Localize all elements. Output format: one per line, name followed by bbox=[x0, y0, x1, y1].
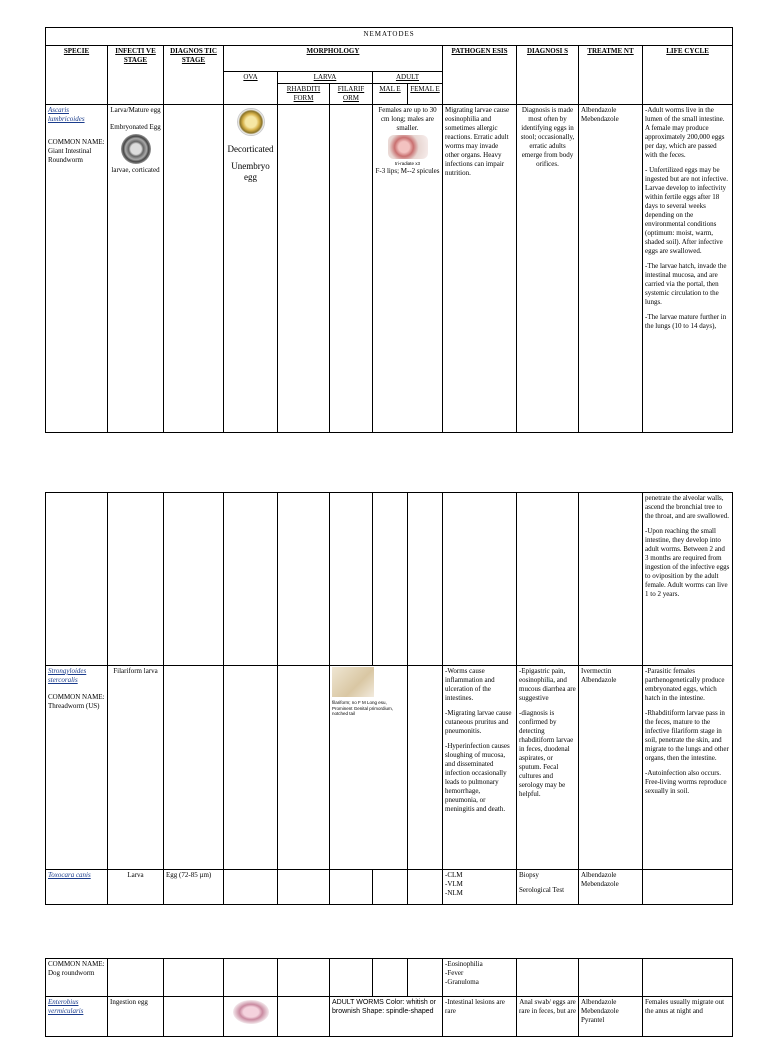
nematodes-table-page1 bbox=[45, 27, 733, 433]
header-treatment: TREATME NT bbox=[579, 46, 643, 105]
species-name: Strongyloides stercoralis bbox=[48, 667, 87, 684]
species-name: Toxocara canis bbox=[46, 870, 108, 905]
header-larva: LARVA bbox=[278, 72, 373, 84]
adult-description: Females are up to 30 cm long; males are smaller. bbox=[378, 106, 437, 132]
pathogenesis: -Intestinal lesions are rare bbox=[443, 997, 517, 1037]
common-name: COMMON NAME: Giant Intestinal Roundworm bbox=[48, 138, 105, 164]
ova-unembryo: Unembryo egg bbox=[231, 161, 270, 182]
pathogenesis: -Eosinophilia -Fever -Granuloma bbox=[443, 959, 517, 997]
header-specie: SPECIE bbox=[46, 46, 108, 105]
diagnostic-stage: Egg (72-85 µm) bbox=[164, 870, 224, 905]
common-name: COMMON NAME: Dog roundworm bbox=[46, 959, 108, 997]
header-diagnostic-stage: DIAGNOS TIC STAGE bbox=[164, 46, 224, 105]
pathogenesis-2: -Migrating larvae cause cutaneous pruritus and pneumonitis. bbox=[445, 709, 512, 735]
treatment: Ivermectin Albendazole bbox=[579, 666, 643, 870]
pathogenesis: Migrating larvae cause eosinophilia and sometimes allergic reactions. Erratic adult worms may invade other organs. Heavy infections can impair nutrition. bbox=[443, 105, 517, 433]
infective-stage: Filariform larva bbox=[108, 666, 164, 870]
life-cycle-4: -The larvae mature further in the lungs (10 to 14 days), bbox=[645, 313, 727, 330]
life-cycle-2: - Unfertilized eggs may be ingested but are not infective. Larvae develop to infectivity within fertile eggs after 18 days to several weeks depending on the environmental conditions (optimum: moist, warm, shaded soil). After infective eggs are swallowed. bbox=[645, 166, 728, 255]
diagnosis: Diagnosis is made most often by identifying eggs in stool; occasionally, erratic adults emerge from body orifices. bbox=[517, 105, 579, 433]
treatment: Albendazole Mebendazole Pyrantel bbox=[579, 997, 643, 1037]
enterobius-egg-image bbox=[233, 1000, 269, 1024]
header-female: FEMAL E bbox=[408, 84, 443, 105]
nematodes-table-page3 bbox=[45, 958, 733, 1037]
page-title: NEMATODES bbox=[46, 28, 733, 46]
life-cycle-1: -Adult worms live in the lumen of the small intestine. A female may produce approximately 200,000 eggs per day, which are passed with the feces. bbox=[645, 106, 725, 159]
adult-worms-caption: ADULT WORMS Color: whitish or brownish Shape: spindle-shaped bbox=[330, 997, 443, 1037]
table-row-toxocara-continued bbox=[46, 959, 733, 997]
diagnosis-1: -Epigastric pain, eosinophilia, and mucous diarrhea are suggestive bbox=[519, 667, 576, 702]
pathogenesis: -CLM -VLM -NLM bbox=[443, 870, 517, 905]
table-row-strongyloides bbox=[46, 666, 733, 870]
filariform-caption: filariform; no F M Long esu, Prominent Genital primordium, notched tail bbox=[332, 700, 394, 716]
life-cycle-cont-2: -Upon reaching the small intestine, they develop into adult worms. Between 2 and 3 months are required from ingestion of the infective eggs to oviposition by the adult female. Adult worms can live 1 to 2 years. bbox=[645, 527, 730, 598]
treatment: Albendazole Mebendazole bbox=[579, 105, 643, 433]
life-cycle-cont-1: penetrate the alveolar walls, ascend the bronchial tree to the throat, and are swallowed. bbox=[645, 494, 729, 520]
pathogenesis-1: -Worms cause inflammation and ulceration of the intestines. bbox=[445, 667, 495, 702]
table-row-enterobius bbox=[46, 997, 733, 1037]
infective-stage: Larva/Mature egg bbox=[110, 106, 161, 114]
infective-stage: Ingestion egg bbox=[108, 997, 164, 1037]
embryonated-egg-image bbox=[121, 134, 151, 164]
infective-caption: larvae, corticated bbox=[111, 166, 160, 174]
life-cycle-1: -Parasitic females parthenogenetically produce embryonated eggs, which hatch in the intestine. bbox=[645, 667, 725, 702]
lips-caption-2: F-3 lips; M--2 spicules bbox=[375, 166, 440, 175]
diagnosis: Anal swab/ eggs are rare in feces, but are bbox=[517, 997, 579, 1037]
header-life-cycle: LIFE CYCLE bbox=[643, 46, 733, 105]
table-row-ascaris-continued bbox=[46, 493, 733, 666]
species-name: Ascaris lumbricoides bbox=[48, 106, 85, 123]
header-filariform: FILARIF ORM bbox=[330, 84, 373, 105]
lips-caption: tri-radiate x3 bbox=[394, 161, 420, 166]
table-row-ascaris bbox=[46, 105, 733, 433]
table-row-toxocara bbox=[46, 870, 733, 905]
life-cycle: Females usually migrate out the anus at night and bbox=[643, 997, 733, 1037]
header-pathogenesis: PATHOGEN ESIS bbox=[443, 46, 517, 105]
header-ova: OVA bbox=[224, 72, 278, 105]
header-adult: ADULT bbox=[373, 72, 443, 84]
adult-lips-image bbox=[388, 135, 428, 159]
filariform-larva-image bbox=[332, 667, 374, 697]
diagnosis-2: Serological Test bbox=[519, 886, 565, 894]
header-male: MAL E bbox=[373, 84, 408, 105]
infective-stage-2: Embryonated Egg bbox=[110, 123, 161, 131]
nematodes-table-page2 bbox=[45, 492, 733, 905]
pathogenesis-3: -Hyperinfection causes sloughing of mucosa, and disseminated infection occasionally leads to pulmonary hemorrhage, pneumonia, or meningitis and death. bbox=[445, 742, 510, 813]
species-name: Enterobius vermicularis bbox=[46, 997, 108, 1037]
life-cycle-3: -Autoinfection also occurs. Free-living worms reproduce sexually in soil. bbox=[645, 769, 727, 795]
decorticated-egg-image bbox=[237, 108, 265, 136]
life-cycle-2: -Rhabditiform larvae pass in the feces, mature to the infective filariform stage in soil, penetrate the skin, and migrate to the lungs and other organs, then the intestine. bbox=[645, 709, 729, 762]
ova-decorticated: Decorticated bbox=[227, 144, 274, 154]
treatment: Albendazole Mebendazole bbox=[579, 870, 643, 905]
life-cycle-3: -The larvae hatch, invade the intestinal mucosa, and are carried via the portal, then systemic circulation to the lungs. bbox=[645, 262, 727, 306]
header-infective-stage: INFECTI VE STAGE bbox=[108, 46, 164, 105]
header-diagnosis: DIAGNOSI S bbox=[517, 46, 579, 105]
diagnosis-2: -diagnosis is confirmed by detecting rhabditiform larvae in feces, duodenal aspirates, or sputum. Fecal cultures and serology may be helpful. bbox=[519, 709, 574, 798]
diagnosis-1: Biopsy bbox=[519, 871, 539, 879]
header-morphology: MORPHOLOGY bbox=[224, 46, 443, 72]
infective-stage: Larva bbox=[108, 870, 164, 905]
header-rhabditiform: RHABDITI FORM bbox=[278, 84, 330, 105]
common-name: COMMON NAME: Threadworm (US) bbox=[48, 693, 105, 710]
